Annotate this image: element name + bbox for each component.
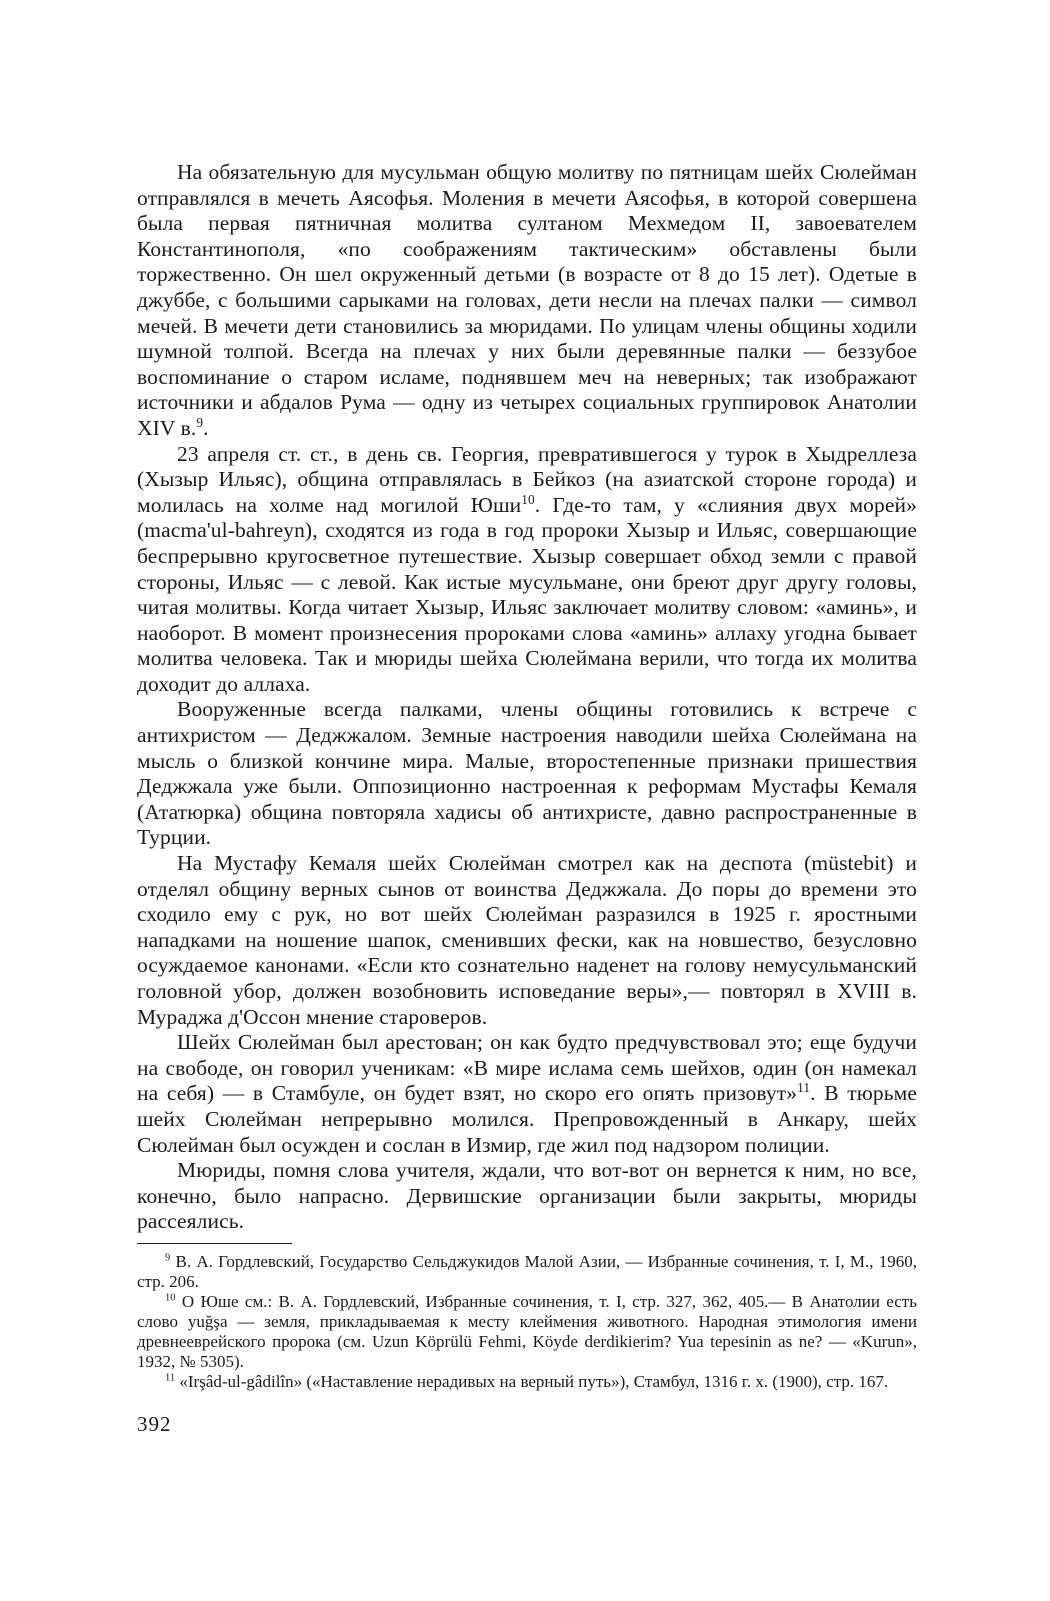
page [137,160,917,1436]
body-text [137,160,917,1235]
paragraph-text: 23 апреля ст. ст., в день св. Георгия, превратившегося у турок в Хыдреллеза (Хызыр Ильяс), община отправлялась в Бейкоз (на азиатской стороне города) и молилась на холме над могилой Юши [137,441,917,517]
paragraph-tail: . [203,415,209,440]
footnote-text: «Irşâd-ul-gâdilîn» («Наставление нерадивых на верный путь»), Стамбул, 1316 г. х. (1900), стр. 167. [179,1371,889,1391]
paragraph-text: Мюриды, помня слова учителя, ждали, что вот-вот он вернется к ним, но все, конечно, было напрасно. Дервишские организации были закрыты, мюриды рассеялись. [137,1158,917,1234]
paragraph [137,697,917,851]
paragraph-tail: . В тюрьме шейх Сюлейман непрерывно молился. Препровожденный в Анкару, шейх Сюлейман был осужден и сослан в Измир, где жил под надзором полиции. [137,1081,917,1157]
paragraph-text: На обязательную для мусульман общую молитву по пятницам шейх Сюлейман отправлялся в мечеть Аясофья. Моления в мечети Аясофья, в которой совершена была первая пятничная молитва султаном Мехмедом II, завоевателем Константинополя, «по соображениям тактическим» обставлены были торжественно. Он шел окруженный детьми (в возрасте от 8 до 15 лет). Одетые в джуббе, с большими сарыками на головах, дети несли на плечах палки — символ мечей. В мечети дети становились за мюридами. По улицам члены общины ходили шумной толпой. Всегда на плечах у них были деревянные палки — беззубое воспоминание о старом исламе, поднявшем меч на неверных; так изображают источники и абдалов Рума — одну из четырех социальных группировок Анатолии XIV в. [137,160,917,440]
paragraph-tail: . Где-то там, у «слияния двух морей» (macma'ul-bahreyn), сходятся из года в год пророки Хызыр и Ильяс, совершающие беспрерывно кругосветное путешествие. Хызыр совершает обход земли с правой стороны, Ильяс — с левой. Как истые мусульмане, они бреют друг другу головы, читая молитвы. Когда читает Хызыр, Ильяс заключает молитву словом: «аминь», и наоборот. В момент произнесения пророками слова «аминь» аллаху угодна бывает молитва человека. Так и мюриды шейха Сюлеймана верили, что тогда их молитва доходит до аллаха. [137,492,917,696]
footnote [137,1292,917,1372]
paragraph-text: На Мустафу Кемаля шейх Сюлейман смотрел как на деспота (müstebit) и отделял общину верных сынов от воинства Деджжала. До поры до времени это сходило ему с рук, но вот шейх Сюлейман разразился в 1925 г. яростными нападками на ношение шапок, сменивших фески, как на новшество, безусловно осуждаемое канонами. «Если кто сознательно наденет на голову немусульманский головной убор, должен возобновить исповедание веры»,— повторял в XVIII в. Мураджа д'Оссон мнение староверов. [137,851,917,1029]
paragraph-text: Шейх Сюлейман был арестован; он как будто предчувствовал это; еще будучи на свободе, он говорил ученикам: «В мире ислама семь шейхов, один (он намекал на себя) — в Стамбуле, он будет взят, но скоро его опять призовут» [137,1030,917,1106]
paragraph [137,851,917,1030]
footnote [137,1252,917,1292]
paragraph-text: Вооруженные всегда палками, члены общины готовились к встрече с антихристом — Деджжалом. Земные настроения наводили шейха Сюлеймана на мысль о близкой кончине мира. Малые, второстепенные признаки пришествия Деджжала уже были. Оппозиционно настроенная к реформам Мустафы Кемаля (Ататюрка) община повторяла хадисы об антихристе, давно распространенные в Турции. [137,697,917,850]
footnote-divider [137,1243,292,1244]
footnote-number: 9 [165,1252,171,1264]
paragraph [137,1158,917,1235]
paragraph [137,1030,917,1158]
footnote-number: 10 [165,1292,176,1304]
footnote [137,1372,917,1392]
page-number: 392 [137,1411,172,1436]
footnote-ref: 10 [521,491,535,507]
paragraph [137,442,917,698]
footnotes [137,1252,917,1392]
footnote-text: В. А. Гордлевский, Государство Сельджукидов Малой Азии, — Избранные сочинения, т. I, М., 1960, стр. 206. [137,1251,917,1291]
footnote-text: О Юше см.: В. А. Гордлевский, Избранные сочинения, т. I, стр. 327, 362, 405.— В Анатолии есть слово yuğşa — земля, прикладываемая к месту клеймения животного. Народная этимология имени древнееврейского пророка (см. Uzun Köprülü Fehmi, Köyde derdikierim? Yua tepesinin as ne? — «Kurun», 1932, № 5305). [137,1291,917,1371]
footnote-ref: 11 [797,1080,811,1096]
paragraph [137,160,917,442]
footnote-number: 11 [165,1372,176,1384]
footnote-ref: 9 [196,414,204,430]
